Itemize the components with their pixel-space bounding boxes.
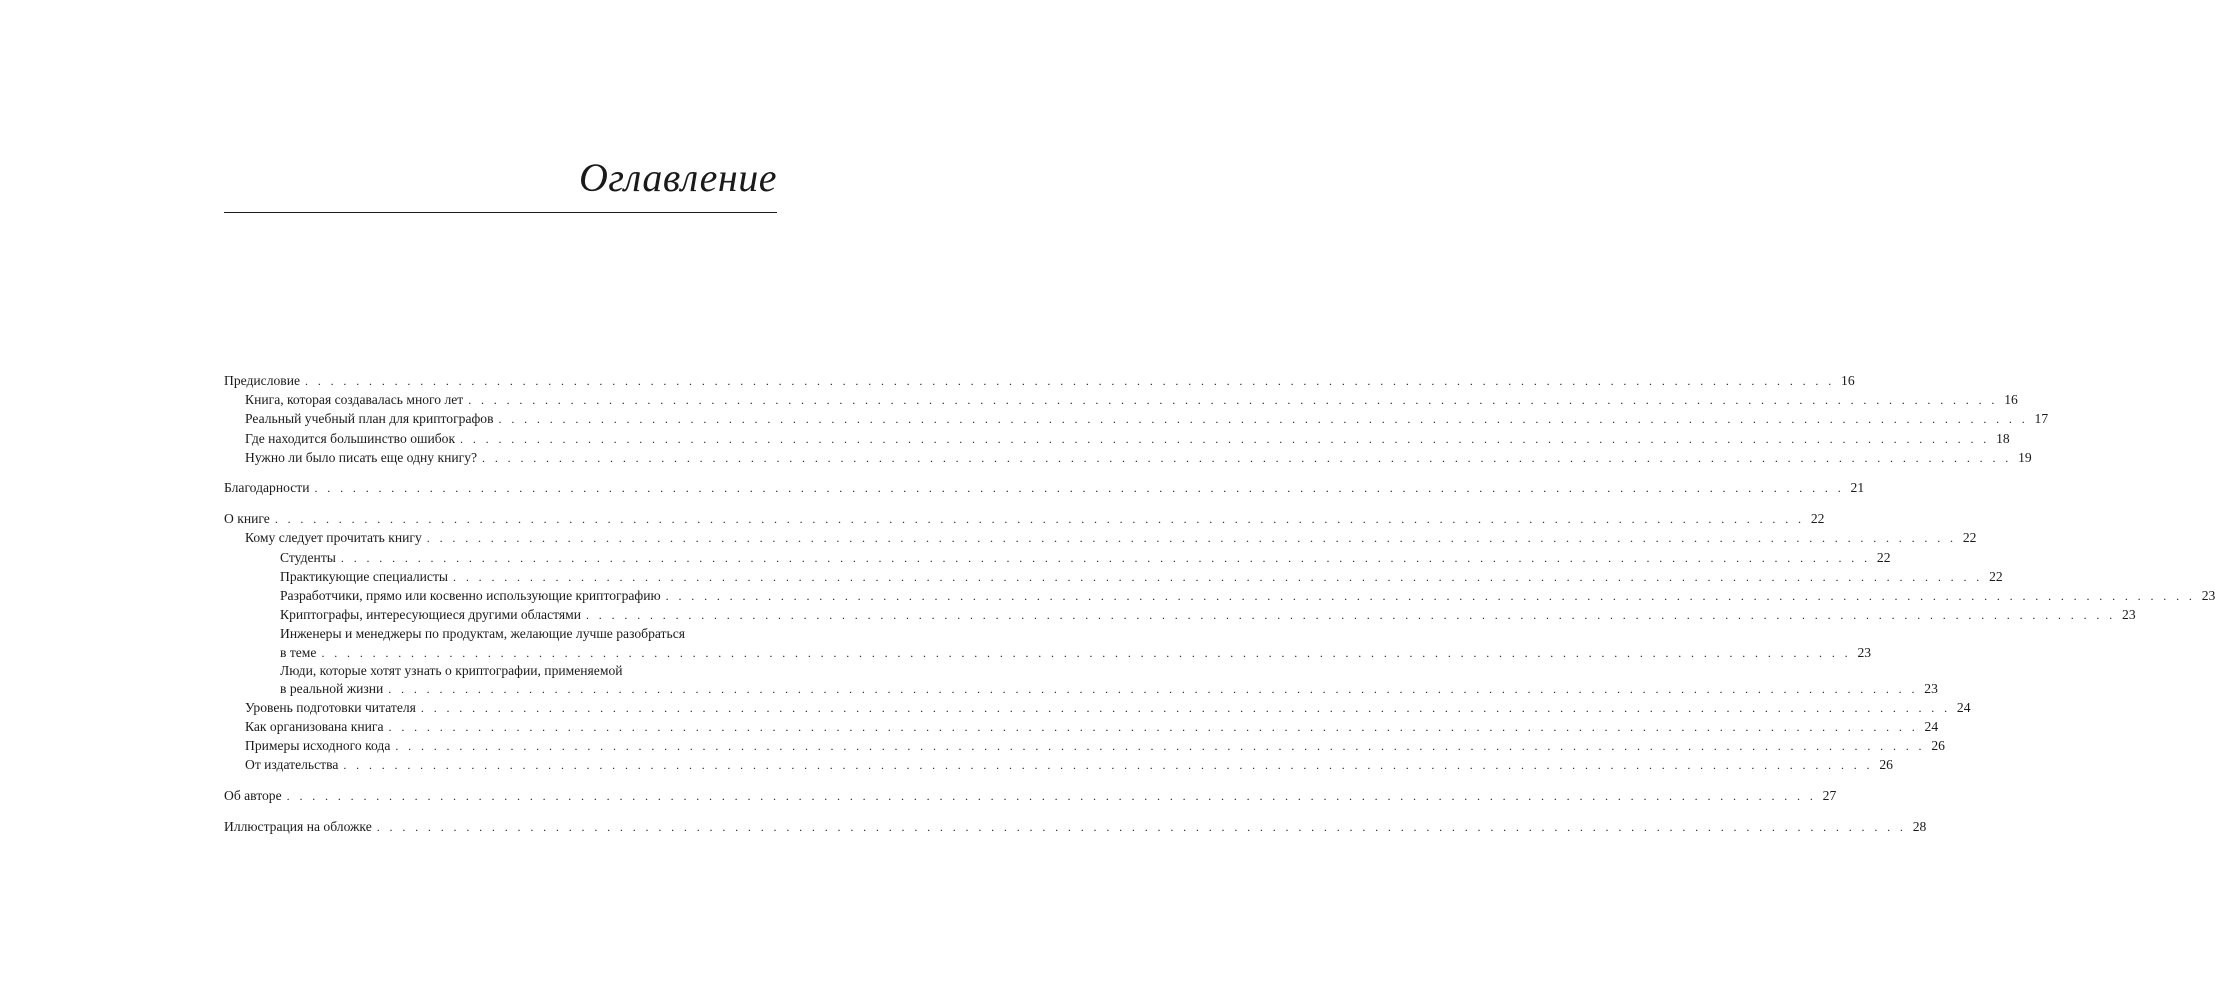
dot-leader: . . . . . . . . . . . . . . . . . . . . . . . . . . . . . . . . . . . . . . . . . . . . . . . . . . . . . . . . . . . . . . . . . . . . . . . . . . . . . . . . . . . . . . . . . . . . . . . . . . . . . . . . . . . . . . . . . . . . . . . . [586,608,2116,623]
toc-entry-title: Книга, которая создавалась много лет [245,392,464,408]
toc-page-number: 22 [1810,511,1825,527]
toc-entry-title: Как организована книга [245,719,384,734]
toc-page-number: 19 [2018,449,2032,465]
toc-page-number: 22 [1876,549,1891,565]
toc-entry-title: Об авторе [224,788,282,804]
toc-entry[interactable] [224,786,1837,805]
toc-entry[interactable] [224,698,1971,717]
toc-page-number: 22 [1989,568,2003,584]
toc-entry[interactable] [224,605,2136,624]
book-page [224,0,2215,1000]
dot-leader: . . . . . . . . . . . . . . . . . . . . . . . . . . . . . . . . . . . . . . . . . . . . . . . . . . . . . . . . . . . . . . . . . . . . . . . . . . . . . . . . . . . . . . . . . . . . . . . . . . . . . . . . . . . . . . . . . . . . . . . . [305,374,1835,388]
dot-leader: . . . . . . . . . . . . . . . . . . . . . . . . . . . . . . . . . . . . . . . . . . . . . . . . . . . . . . . . . . . . . . . . . . . . . . . . . . . . . . . . . . . . . . . . . . . . . . . . . . . . . . . . . . . . . . . . . . . . . . . . [340,550,1871,565]
toc-page-number: 23 [1857,644,1872,660]
dot-leader: . . . . . . . . . . . . . . . . . . . . . . . . . . . . . . . . . . . . . . . . . . . . . . . . . . . . . . . . . . . . . . . . . . . . . . . . . . . . . . . . . . . . . . . . . . . . . . . . . . . . . . . . . . . . . . . . . . . . . . . . [420,700,1951,715]
toc-entry-multiline[interactable] [224,661,1938,698]
toc-page-number: 23 [1924,681,1938,697]
dot-leader: . . . . . . . . . . . . . . . . . . . . . . . . . . . . . . . . . . . . . . . . . . . . . . . . . . . . . . . . . . . . . . . . . . . . . . . . . . . . . . . . . . . . . . . . . . . . . . . . . . . . . . . . . . . . . . . . . . . . . . . . [388,720,1919,734]
toc-entry[interactable] [224,528,1977,547]
dot-leader: . . . . . . . . . . . . . . . . . . . . . . . . . . . . . . . . . . . . . . . . . . . . . . . . . . . . . . . . . . . . . . . . . . . . . . . . . . . . . . . . . . . . . . . . . . . . . . . . . . . . . . . . . . . . . . . . . . . . . . . . [286,789,1817,804]
toc-entry[interactable] [224,429,2010,448]
toc-entry-title: Нужно ли было писать еще одну книгу? [245,449,478,465]
dot-leader: . . . . . . . . . . . . . . . . . . . . . . . . . . . . . . . . . . . . . . . . . . . . . . . . . . . . . . . . . . . . . . . . . . . . . . . . . . . . . . . . . . . . . . . . . . . . . . . . . . . . . . . . . . . . . . . . . . . . . . . . [468,393,1998,408]
toc-entry-title: Кому следует прочитать книгу [245,530,422,546]
toc-group [224,478,1865,497]
toc-page-number: 16 [1841,373,1855,388]
toc-entry-title: Иллюстрация на обложке [224,818,372,834]
toc-page-number: 21 [1850,480,1865,496]
toc-entry[interactable] [224,567,2003,586]
toc-page-number: 22 [1962,530,1977,546]
dot-leader: . . . . . . . . . . . . . . . . . . . . . . . . . . . . . . . . . . . . . . . . . . . . . . . . . . . . . . . . . . . . . . . . . . . . . . . . . . . . . . . . . . . . . . . . . . . . . . . . . . . . . . . . . . . . . . . . . . . . . . . . [314,481,1845,496]
page-title: Оглавление [578,155,777,200]
toc-entry[interactable] [224,448,2032,467]
toc-entry[interactable] [224,509,1825,528]
toc-page-number: 18 [1996,430,2010,446]
toc-page-number: 26 [1879,757,1893,773]
toc-entry-title: Разработчики, прямо или косвенно использующие криптографию [280,587,661,603]
toc-entry[interactable] [224,817,1927,836]
dot-leader: . . . . . . . . . . . . . . . . . . . . . . . . . . . . . . . . . . . . . . . . . . . . . . . . . . . . . . . . . . . . . . . . . . . . . . . . . . . . . . . . . . . . . . . . . . . . . . . . . . . . . . . . . . . . . . . . . . . . . . . . [460,431,1990,446]
dot-leader: . . . . . . . . . . . . . . . . . . . . . . . . . . . . . . . . . . . . . . . . . . . . . . . . . . . . . . . . . . . . . . . . . . . . . . . . . . . . . . . . . . . . . . . . . . . . . . . . . . . . . . . . . . . . . . . . . . . . . . . . [395,739,1925,754]
toc-entry-title: Студенты [280,549,336,565]
toc-entry-title: в теме [280,644,317,660]
toc-entry-title: Уровень подготовки читателя [245,699,416,715]
toc-entry-title: Реальный учебный план для криптографов [245,411,494,427]
title-rule [224,212,777,213]
toc-group [224,817,1927,836]
toc-entry[interactable] [224,736,1945,755]
dot-leader: . . . . . . . . . . . . . . . . . . . . . . . . . . . . . . . . . . . . . . . . . . . . . . . . . . . . . . . . . . . . . . . . . . . . . . . . . . . . . . . . . . . . . . . . . . . . . . . . . . . . . . . . . . . . . . . . . . . . . . . . [482,450,2012,465]
toc-page-number: 23 [2122,607,2136,623]
toc-entry-title-line: Инженеры и менеджеры по продуктам, желающие лучше разобраться [280,626,685,642]
toc-entry-title-line: Люди, которые хотят узнать о криптографии, применяемой [280,663,623,679]
toc-entry[interactable] [224,390,2018,409]
toc-group [224,509,2215,774]
toc-entry-title: Где находится большинство ошибок [245,430,456,446]
toc-entry[interactable] [224,755,1893,774]
dot-leader: . . . . . . . . . . . . . . . . . . . . . . . . . . . . . . . . . . . . . . . . . . . . . . . . . . . . . . . . . . . . . . . . . . . . . . . . . . . . . . . . . . . . . . . . . . . . . . . . . . . . . . . . . . . . . . . . . . . . . . . . [388,682,1918,697]
toc-page-number: 24 [1924,719,1939,734]
toc-page-number: 16 [2004,392,2018,408]
toc-entry-title: в реальной жизни [280,681,384,697]
toc-entry[interactable] [224,371,1855,390]
toc-group [224,786,1837,805]
toc-entry-title: Примеры исходного кода [245,738,391,754]
toc-page-number: 23 [2201,587,2215,603]
dot-leader: . . . . . . . . . . . . . . . . . . . . . . . . . . . . . . . . . . . . . . . . . . . . . . . . . . . . . . . . . . . . . . . . . . . . . . . . . . . . . . . . . . . . . . . . . . . . . . . . . . . . . . . . . . . . . . . . . . . . . . . . [343,758,1873,773]
toc-entry[interactable] [224,409,2049,428]
toc-entry[interactable] [224,548,1891,567]
dot-leader: . . . . . . . . . . . . . . . . . . . . . . . . . . . . . . . . . . . . . . . . . . . . . . . . . . . . . . . . . . . . . . . . . . . . . . . . . . . . . . . . . . . . . . . . . . . . . . . . . . . . . . . . . . . . . . . . . . . . . . . . [453,569,1983,584]
toc-entry [224,643,1872,661]
toc-entry-title: От издательства [245,757,339,773]
toc-entry[interactable] [224,478,1865,497]
toc-entry-title: Криптографы, интересующиеся другими областями [280,607,581,623]
toc-entry-title: О книге [224,511,270,527]
dot-leader: . . . . . . . . . . . . . . . . . . . . . . . . . . . . . . . . . . . . . . . . . . . . . . . . . . . . . . . . . . . . . . . . . . . . . . . . . . . . . . . . . . . . . . . . . . . . . . . . . . . . . . . . . . . . . . . . . . . . . . . . [376,819,1907,834]
toc-entry-title: Практикующие специалисты [280,568,449,584]
toc-page-number: 26 [1931,738,1945,754]
toc-entry[interactable] [224,586,2215,605]
toc-page-number: 24 [1956,699,1971,715]
toc-entry[interactable] [224,717,1939,736]
toc-group [224,371,2049,467]
toc-entry-multiline[interactable] [224,624,1872,661]
toc-entry [224,679,1938,697]
dot-leader: . . . . . . . . . . . . . . . . . . . . . . . . . . . . . . . . . . . . . . . . . . . . . . . . . . . . . . . . . . . . . . . . . . . . . . . . . . . . . . . . . . . . . . . . . . . . . . . . . . . . . . . . . . . . . . . . . . . . . . . . [321,645,1852,660]
dot-leader: . . . . . . . . . . . . . . . . . . . . . . . . . . . . . . . . . . . . . . . . . . . . . . . . . . . . . . . . . . . . . . . . . . . . . . . . . . . . . . . . . . . . . . . . . . . . . . . . . . . . . . . . . . . . . . . . . . . . . . . . [498,412,2029,427]
toc-page-number: 28 [1912,818,1927,834]
dot-leader: . . . . . . . . . . . . . . . . . . . . . . . . . . . . . . . . . . . . . . . . . . . . . . . . . . . . . . . . . . . . . . . . . . . . . . . . . . . . . . . . . . . . . . . . . . . . . . . . . . . . . . . . . . . . . . . . . . . . . . . . [665,588,2196,603]
toc-entry-title: Благодарности [224,480,310,496]
dot-leader: . . . . . . . . . . . . . . . . . . . . . . . . . . . . . . . . . . . . . . . . . . . . . . . . . . . . . . . . . . . . . . . . . . . . . . . . . . . . . . . . . . . . . . . . . . . . . . . . . . . . . . . . . . . . . . . . . . . . . . . . [426,531,1957,546]
toc-entry-title: Предисловие [224,373,301,388]
toc-page-number: 27 [1822,788,1837,804]
table-of-contents [224,371,2215,836]
toc-page-number: 17 [2034,411,2049,427]
dot-leader: . . . . . . . . . . . . . . . . . . . . . . . . . . . . . . . . . . . . . . . . . . . . . . . . . . . . . . . . . . . . . . . . . . . . . . . . . . . . . . . . . . . . . . . . . . . . . . . . . . . . . . . . . . . . . . . . . . . . . . . . [274,512,1805,527]
